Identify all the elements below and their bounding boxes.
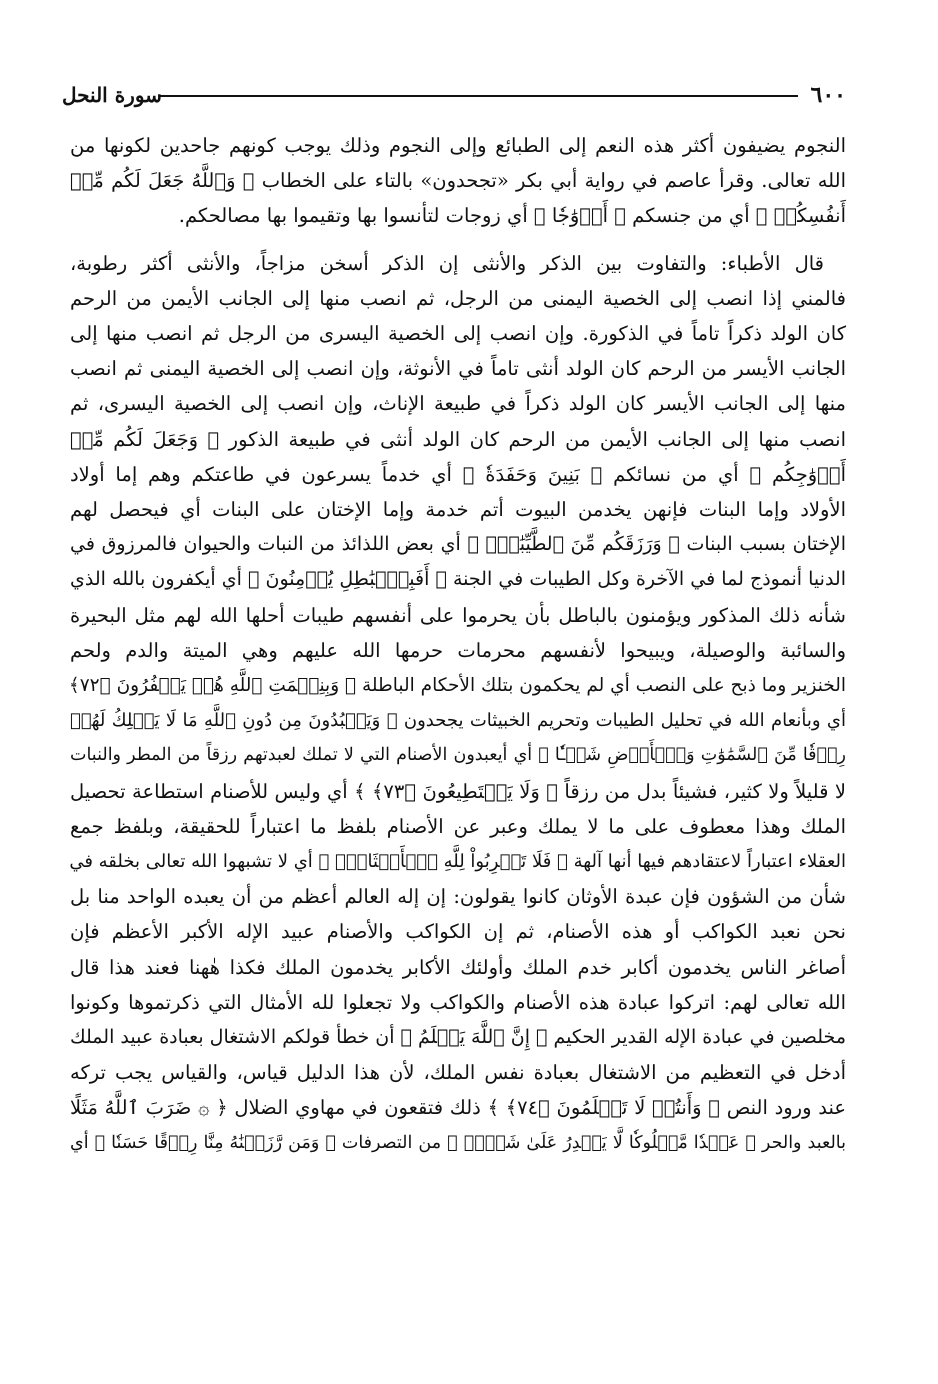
text-line: الله تعالى لهم: اتركوا عبادة هذه الأصنام والكواكب ولا تجعلوا لله الأمثال التي ذكرتموها وكونوا xyxy=(70,990,846,1014)
text-line: الأولاد وإما البنات فإنهن يخدمن البيوت أتم خدمة وإما الإختان على البنات أي فيحصل لهم xyxy=(70,498,846,522)
text-line: بالعبد والحر ﴿ عَبۡدٗا مَّمۡلُوكٗا لَّا يَقۡدِرُ عَلَىٰ شَيۡءٖ ﴾ من التصرفات ﴿ وَمَن رَّزَقۡنَٰهُ مِنَّا رِزۡقًا حَسَنٗا ﴾ أي xyxy=(70,1132,846,1153)
text-line: نحن نعبد الكواكب أو هذه الأصنام، ثم إن الكواكب والأصنام عبيد الإله الأكبر الأعظم فإن xyxy=(70,920,846,944)
surah-title: سورة النحل xyxy=(62,83,162,107)
header-rule xyxy=(160,95,798,97)
text-line: شأن من الشؤون فإن عبدة الأوثان كانوا يقولون: إن إله العالم أعظم من أن يعبده الواحد منا بل xyxy=(70,885,846,909)
text-line: العقلاء اعتباراً لاعتقادهم فيها أنها آلهة ﴿ فَلَا تَضۡرِبُواْ لِلَّهِ ٱلۡأَمۡثَالَۚ ﴾ أي لا تشبهوا الله تعالى بخلقه في xyxy=(69,851,846,873)
text-line: لا قليلاً ولا كثير، فشيئاً بدل من رزقاً ﴿ وَلَا يَسۡتَطِيعُونَ ﴿٧٣﴾ ﴾ أي وليس للأصنام استطاعة تحصيل xyxy=(70,779,846,803)
page-number: ٦٠٠ xyxy=(810,82,846,108)
text-line: النجوم يضيفون أكثر هذه النعم إلى الطبائع وإلى النجوم وذلك يوجب كونهم جاحدين لكونها من xyxy=(70,134,846,157)
text-line: عند ورود النص ﴿ وَأَنتُمۡ لَا تَعۡلَمُونَ ﴿٧٤﴾ ﴾ ذلك فتقعون في مهاوي الضلال ﴿ ۞ ضَرَبَ ٱللَّهُ مَثَلًا xyxy=(70,1096,846,1120)
text-line: أدخل في التعظيم من الاشتغال بعبادة نفس الملك، لأن هذا الدليل قياس، والقياس يجب تركه xyxy=(70,1061,846,1085)
text-line: الخنزير وما ذبح على النصب أي لم يحكمون بتلك الأحكام الباطلة ﴿ وَبِنِعۡمَتِ ٱللَّهِ هُمۡ يَكۡفُرُونَ ﴿٧٢﴾ xyxy=(68,675,846,697)
text-line: رِزۡقٗا مِّنَ ٱلسَّمَٰوَٰتِ وَٱلۡأَرۡضِ شَيۡـٔٗا ﴾ أي أيعبدون الأصنام التي لا تملك لعبدتهم رزقاً من المطر والنبات xyxy=(70,745,846,766)
text-line: قال الأطباء: والتفاوت بين الذكر والأنثى إن الذكر أسخن مزاجاً، والأنثى أكثر رطوبة، xyxy=(70,251,824,275)
paragraph-1 xyxy=(70,128,846,234)
text-line: أَزۡوَٰجِكُم ﴾ أي من نسائكم ﴿ بَنِينَ وَحَفَدَةٗ ﴾ أي خدماً يسرعون في طاعتكم وهم إما أولاد xyxy=(70,462,846,486)
text-line: أصاغر الناس يخدمون أكابر خدم الملك وأولئك الأكابر يخدمون الملك فكذا هٰهنا فعند هذا قال xyxy=(70,955,846,979)
text-line: والسائبة والوصيلة، ويبيحوا لأنفسهم محرمات حرمها الله عليهم وهي الميتة والدم ولحم xyxy=(70,638,846,662)
page-header xyxy=(62,82,846,112)
text-line: الجانب الأيسر من الرحم كان الولد أنثى تاماً في الأنوثة، وإن انصب إلى الخصية اليمنى ثم انصب xyxy=(70,357,846,381)
text-line: الملك وهذا معطوف على ما لا يملك وعبر عن الأصنام بلفظ ما اعتباراً للحقيقة، وبلفظ جمع xyxy=(70,814,846,838)
text-line: منها إلى الجانب الأيسر كان الولد ذكراً في طبيعة الإناث، وإن انصب إلى الخصية اليسرى، ثم xyxy=(70,392,846,416)
paragraph-2 xyxy=(70,246,846,1161)
text-line: الدنيا أنموذج لما في الآخرة وكل الطيبات في الجنة ﴿ أَفَبِٱلۡبَٰطِلِ يُؤۡمِنُونَ ﴾ أي أيكفرون بالله الذي xyxy=(70,568,846,591)
text-line: كان الولد ذكراً تاماً في الذكورة. وإن انصب إلى الخصية اليسرى من الرجل ثم انصب منها إلى xyxy=(70,322,846,346)
text-line: فالمني إذا انصب إلى الخصية اليمنى من الرجل، ثم انصب منها إلى الجانب الأيمن من الرحم xyxy=(70,286,846,310)
text-line: أَنفُسِكُمۡ ﴾ أي من جنسكم ﴿ أَزۡوَٰجٗا ﴾ أي زوجات لتأنسوا بها وتقيموا بها مصالحكم. xyxy=(178,204,846,228)
text-line: الإختان بسبب البنات ﴿ وَرَزَقَكُم مِّنَ ٱلطَّيِّبَٰتِۚ ﴾ أي بعض اللذائذ من النبات والحيوان فالمرزوق في xyxy=(70,533,846,556)
text-line: انصب منها إلى الجانب الأيمن من الرحم كان الولد أنثى في طبيعة الذكور ﴿ وَجَعَلَ لَكُم مِّنۡ xyxy=(70,427,846,451)
page-body xyxy=(70,128,846,1161)
text-line: الله تعالى. وقرأ عاصم في رواية أبي بكر «تجحدون» بالتاء على الخطاب ﴿ وَٱللَّهُ جَعَلَ لَكُم مِّنۡ xyxy=(70,169,846,193)
text-line: أي وبأنعام الله في تحليل الطيبات وتحريم الخبيثات يجحدون ﴿ وَيَعۡبُدُونَ مِن دُونِ ٱللَّهِ مَا لَا يَمۡلِكُ لَهُمۡ xyxy=(70,710,846,732)
text-line: مخلصين في عبادة الإله القدير الحكيم ﴿ إِنَّ ٱللَّهَ يَعۡلَمُ ﴾ أن خطأ قولكم الاشتغال بعبادة عبيد الملك xyxy=(70,1026,846,1049)
text-line: شأنه ذلك المذكور ويؤمنون بالباطل بأن يحرموا على أنفسهم طيبات أحلها الله لهم مثل البحيرة xyxy=(70,603,846,627)
